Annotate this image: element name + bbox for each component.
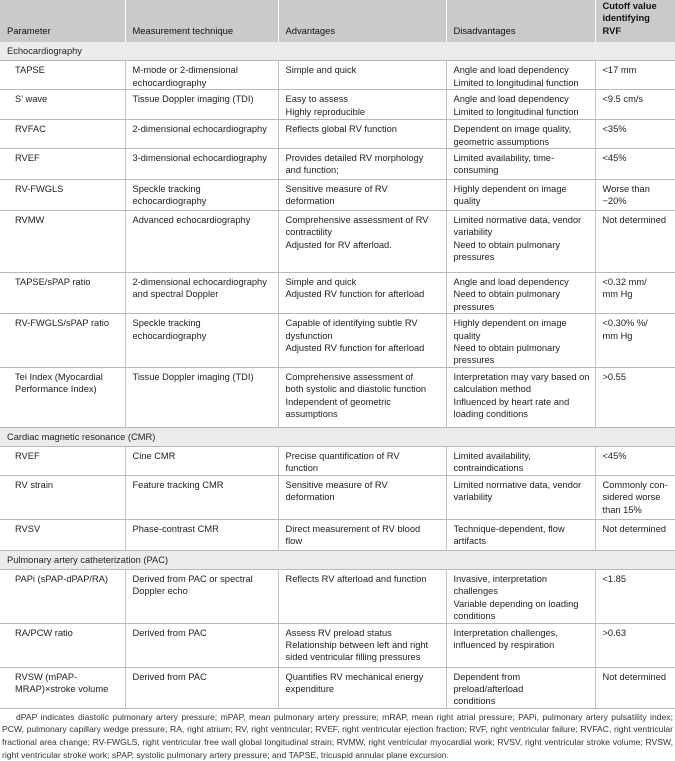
header-disadvantages: Disadvantages xyxy=(446,0,595,42)
table-header-row xyxy=(0,0,675,42)
cell-technique: Cine CMR xyxy=(125,446,278,475)
cell-parameter: RVSV xyxy=(0,519,125,550)
cell-advantages: Quantifies RV mechanical energy expenditure xyxy=(278,667,446,708)
cell-cutoff: <35% xyxy=(595,120,675,149)
cell-disadvantages: Angle and load dependency Limited to longitudinal function xyxy=(446,61,595,90)
table-row xyxy=(0,569,675,623)
cell-disadvantages: Limited availability, time-consuming xyxy=(446,149,595,180)
cell-technique: Derived from PAC xyxy=(125,667,278,708)
cell-advantages: Comprehensive assessment of both systolic and diastolic function Independent of geometric assumptions xyxy=(278,367,446,427)
cell-advantages: Simple and quick xyxy=(278,61,446,90)
cell-technique: 3-dimensional echocardiography xyxy=(125,149,278,180)
cell-advantages: Easy to assess Highly reproducible xyxy=(278,90,446,120)
cell-cutoff: >0.63 xyxy=(595,623,675,667)
section-row xyxy=(0,427,675,446)
cell-advantages: Sensitive measure of RV deformation xyxy=(278,475,446,519)
section-title: Echocardiography xyxy=(0,42,675,61)
cell-cutoff: <1.85 xyxy=(595,569,675,623)
cell-technique: Derived from PAC or spectral Doppler echo xyxy=(125,569,278,623)
section-row xyxy=(0,42,675,61)
table-row xyxy=(0,519,675,550)
cell-cutoff: <9.5 cm/s xyxy=(595,90,675,120)
cell-advantages: Direct measurement of RV blood flow xyxy=(278,519,446,550)
cell-parameter: RVMW xyxy=(0,211,125,273)
cell-advantages: Sensitive measure of RV deformation xyxy=(278,180,446,211)
cell-disadvantages: Angle and load dependency Limited to longitudinal function xyxy=(446,90,595,120)
table-row xyxy=(0,120,675,149)
cell-cutoff: <45% xyxy=(595,149,675,180)
cell-technique: Tissue Doppler imaging (TDI) xyxy=(125,367,278,427)
cell-technique: Speckle tracking echocardiography xyxy=(125,180,278,211)
header-advantages: Advantages xyxy=(278,0,446,42)
table-row xyxy=(0,180,675,211)
cell-parameter: RVSW (mPAP- MRAP)×stroke volume xyxy=(0,667,125,708)
cell-cutoff: Not determined xyxy=(595,667,675,708)
cell-parameter: RA/PCW ratio xyxy=(0,623,125,667)
table-row xyxy=(0,475,675,519)
cell-advantages: Capable of identifying subtle RV dysfunction Adjusted RV function for afterload xyxy=(278,314,446,368)
cell-technique: 2-dimensional echocardiography and spectral Doppler xyxy=(125,273,278,314)
cell-parameter: TAPSE/sPAP ratio xyxy=(0,273,125,314)
cell-parameter: RV strain xyxy=(0,475,125,519)
table-footnote: dPAP indicates diastolic pulmonary artery pressure; mPAP, mean pulmonary artery pressure; mRAP, mean right atrial pressure; PAPi, pulmonary artery pulsatility index; PCW, pulmonary capillary wedge pressure; RA, right atrium; RV, right ventricular; RVEF, right ventricular ejection fraction; RVF, right ventricular failure; RVFAC, right ventricular fractional area change; RV-FWGLS, right ventricular free wall global longitudinal strain; RVMW, right ventricular myocardial work; RVSV, right ventricular stroke volume; RVSW, right ventricular stroke work; sPAP, systolic pulmonary artery pressure; and TAPSE, tricuspid annular plane excursion. xyxy=(2,711,673,760)
cell-disadvantages: Invasive, interpretation challenges Variable depending on loading conditions xyxy=(446,569,595,623)
cell-parameter: RVFAC xyxy=(0,120,125,149)
cell-technique: Tissue Doppler imaging (TDI) xyxy=(125,90,278,120)
cell-disadvantages: Limited normative data, vendor variability Need to obtain pulmonary pressures xyxy=(446,211,595,273)
cell-disadvantages: Interpretation challenges, influenced by respiration xyxy=(446,623,595,667)
cell-technique: 2-dimensional echocardiography xyxy=(125,120,278,149)
cell-disadvantages: Angle and load dependency Need to obtain pulmonary pressures xyxy=(446,273,595,314)
section-title: Pulmonary artery catheterization (PAC) xyxy=(0,550,675,569)
cell-advantages: Simple and quick Adjusted RV function for afterload xyxy=(278,273,446,314)
cell-disadvantages: Dependent from preload/afterload conditions xyxy=(446,667,595,708)
table-row xyxy=(0,623,675,667)
header-cutoff: Cutoff value identifying RVF xyxy=(595,0,675,42)
cell-disadvantages: Highly dependent on image quality xyxy=(446,180,595,211)
table-row xyxy=(0,314,675,368)
cell-parameter: PAPi (sPAP-dPAP/RA) xyxy=(0,569,125,623)
cell-advantages: Reflects global RV function xyxy=(278,120,446,149)
cell-advantages: Provides detailed RV morphology and function; xyxy=(278,149,446,180)
cell-disadvantages: Limited normative data, vendor variability xyxy=(446,475,595,519)
cell-cutoff: Commonly con- sidered worse than 15% xyxy=(595,475,675,519)
cell-parameter: RV-FWGLS/sPAP ratio xyxy=(0,314,125,368)
cell-cutoff: <0.32 mm/ mm Hg xyxy=(595,273,675,314)
section-title: Cardiac magnetic resonance (CMR) xyxy=(0,427,675,446)
header-parameter: Parameter xyxy=(0,0,125,42)
header-technique: Measurement technique xyxy=(125,0,278,42)
cell-cutoff: <0.30% %/ mm Hg xyxy=(595,314,675,368)
cell-advantages: Precise quantification of RV function xyxy=(278,446,446,475)
cell-disadvantages: Dependent on image quality, geometric assumptions xyxy=(446,120,595,149)
cell-cutoff: Not determined xyxy=(595,519,675,550)
cell-parameter: Tei Index (Myocardial Performance Index) xyxy=(0,367,125,427)
cell-parameter: RVEF xyxy=(0,446,125,475)
cell-cutoff: >0.55 xyxy=(595,367,675,427)
cell-advantages: Comprehensive assessment of RV contractility Adjusted for RV afterload. xyxy=(278,211,446,273)
table-row xyxy=(0,667,675,708)
cell-technique: Speckle tracking echocardiography xyxy=(125,314,278,368)
cell-cutoff: Not determined xyxy=(595,211,675,273)
cell-technique: Phase-contrast CMR xyxy=(125,519,278,550)
table-row xyxy=(0,149,675,180)
table-row xyxy=(0,367,675,427)
cell-parameter: RV-FWGLS xyxy=(0,180,125,211)
cell-technique: Feature tracking CMR xyxy=(125,475,278,519)
cell-parameter: S’ wave xyxy=(0,90,125,120)
cell-disadvantages: Interpretation may vary based on calculation method Influenced by heart rate and loading conditions xyxy=(446,367,595,427)
cell-parameter: TAPSE xyxy=(0,61,125,90)
cell-cutoff: Worse than −20% xyxy=(595,180,675,211)
cell-technique: M-mode or 2-dimensional echocardiography xyxy=(125,61,278,90)
table-row xyxy=(0,61,675,90)
cell-advantages: Assess RV preload status Relationship between left and right sided ventricular filling pressures xyxy=(278,623,446,667)
cell-technique: Advanced echocardiography xyxy=(125,211,278,273)
table-row xyxy=(0,446,675,475)
cell-disadvantages: Limited availability, contraindications xyxy=(446,446,595,475)
cell-disadvantages: Technique-dependent, flow artifacts xyxy=(446,519,595,550)
cell-parameter: RVEF xyxy=(0,149,125,180)
cell-cutoff: <17 mm xyxy=(595,61,675,90)
table-row xyxy=(0,90,675,120)
cell-technique: Derived from PAC xyxy=(125,623,278,667)
cell-disadvantages: Highly dependent on image quality Need to obtain pulmonary pressures xyxy=(446,314,595,368)
cell-advantages: Reflects RV afterload and function xyxy=(278,569,446,623)
table-row xyxy=(0,211,675,273)
cell-cutoff: <45% xyxy=(595,446,675,475)
section-row xyxy=(0,550,675,569)
table-row xyxy=(0,273,675,314)
